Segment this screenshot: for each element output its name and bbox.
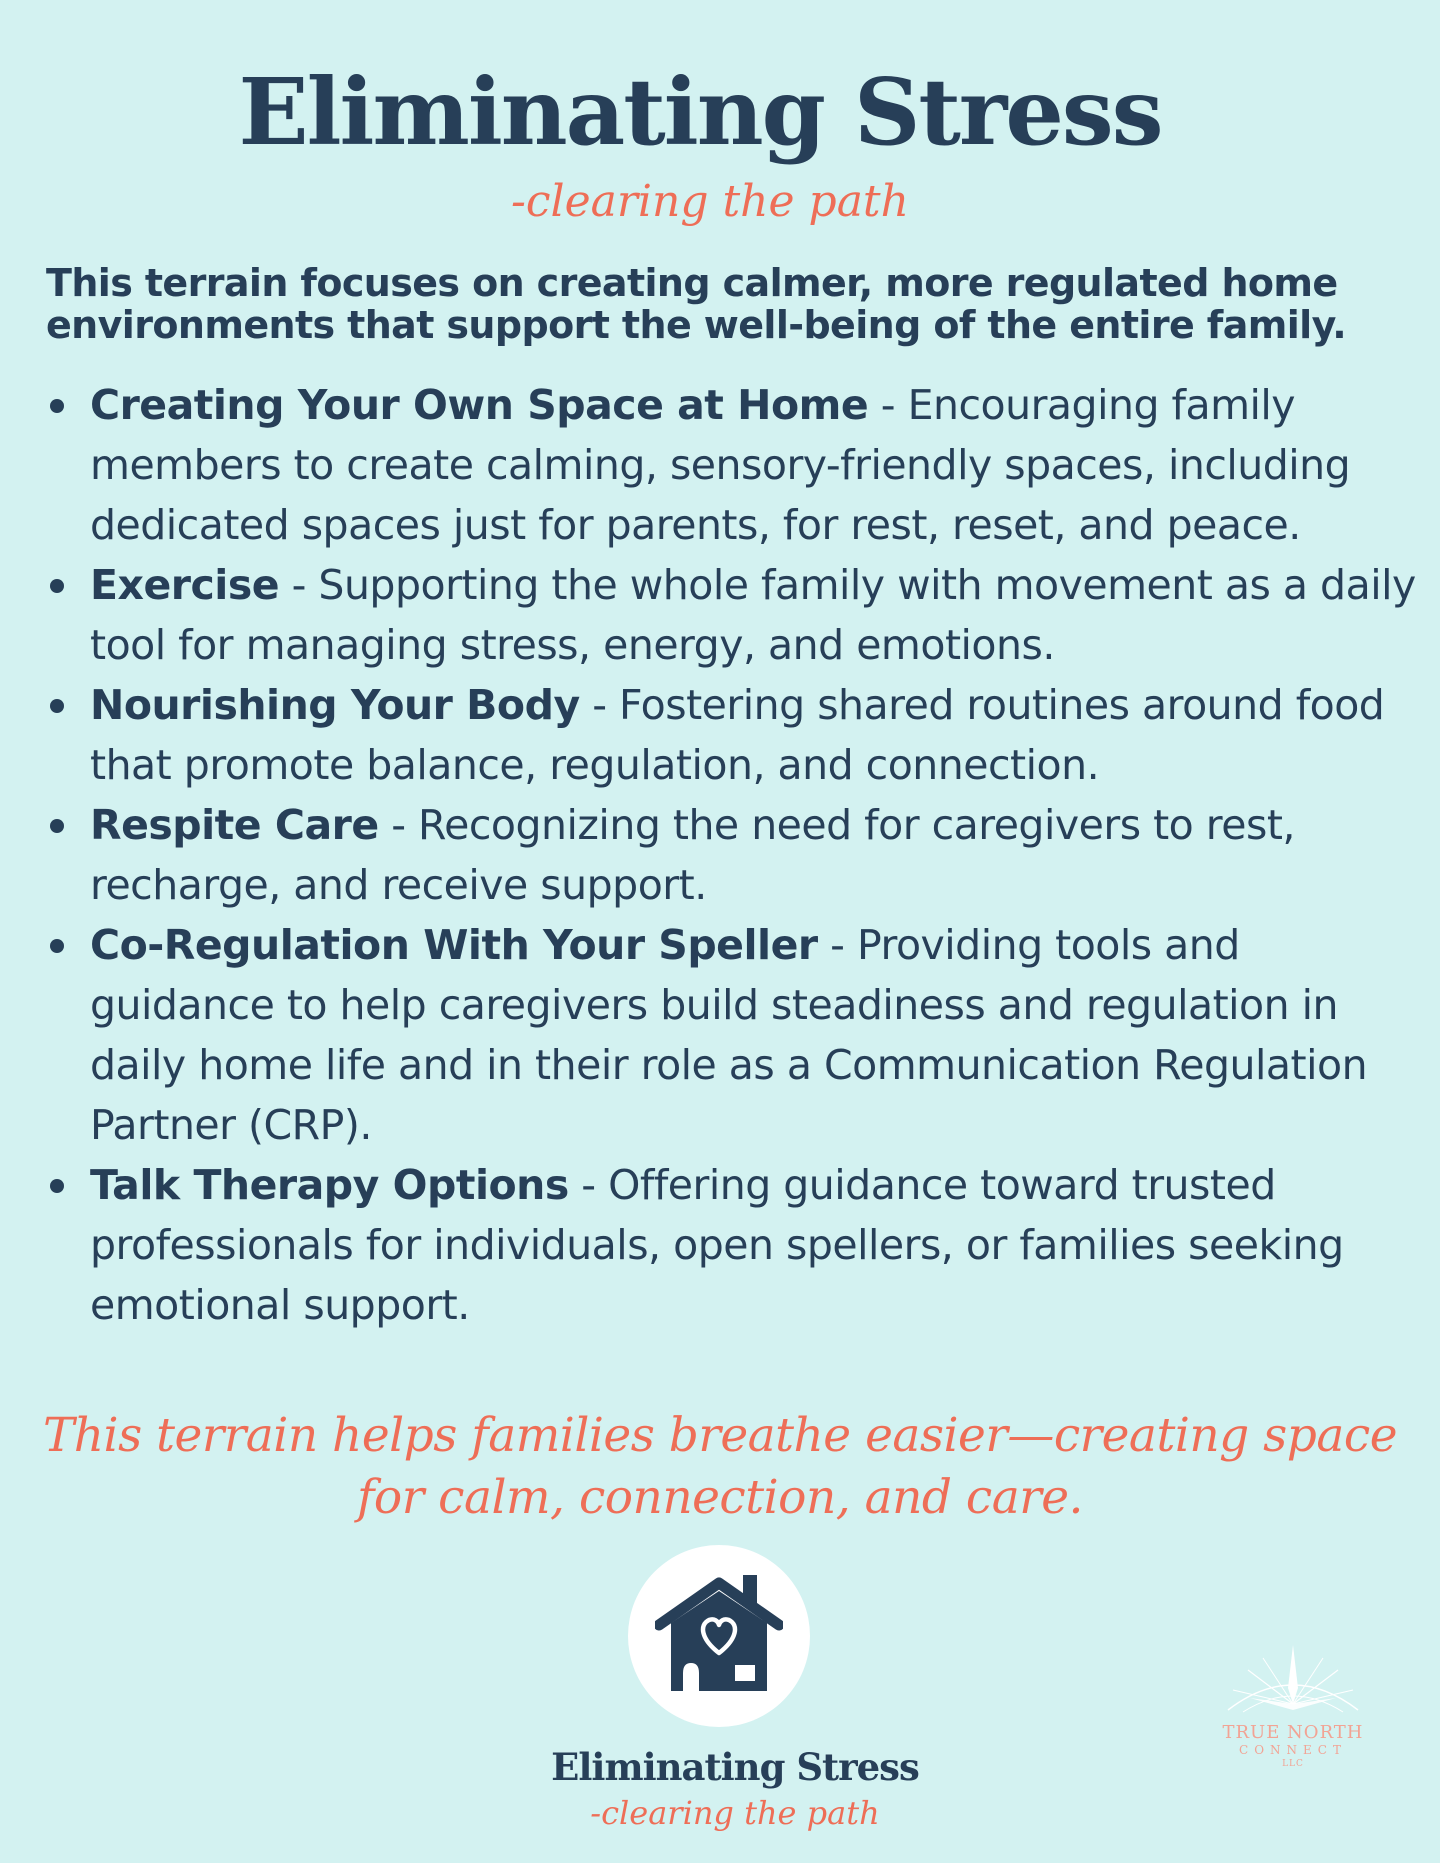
bullet-title: Co-Regulation With Your Speller	[90, 921, 818, 969]
bullet-text: - Offering guidance toward trusted professionals for individuals, open spellers, or families seeking emotional support.	[90, 1161, 1344, 1329]
footer-subtitle: -clearing the path	[590, 1794, 880, 1832]
footer-title: Eliminating Stress	[551, 1745, 919, 1789]
brand-line-3: LLC	[1282, 1759, 1304, 1769]
compass-star-icon	[1228, 1645, 1358, 1712]
brand-line-1: TRUE NORTH	[1222, 1722, 1364, 1743]
bullet-dot	[50, 819, 64, 833]
bullet-text: - Supporting the whole family with movement as a daily tool for managing stress, energy, and emotions.	[90, 561, 1416, 669]
page-title: Eliminating Stress	[238, 58, 1162, 166]
bullet-title: Respite Care	[90, 801, 379, 849]
true-north-connect-logo	[1208, 1640, 1378, 1770]
bullet-dot	[50, 699, 64, 713]
bullet-title: Creating Your Own Space at Home	[90, 381, 869, 429]
list-item	[46, 915, 1416, 1155]
bullet-list	[46, 375, 1416, 1335]
list-item	[46, 675, 1416, 795]
page-subtitle: -clearing the path	[511, 176, 909, 227]
house-logo-badge	[628, 1545, 810, 1727]
bullet-dot	[50, 1179, 64, 1193]
bullet-title: Talk Therapy Options	[90, 1161, 569, 1209]
bullet-dot	[50, 939, 64, 953]
house-heart-icon	[655, 1575, 783, 1697]
bullet-dot	[50, 579, 64, 593]
brand-line-2: CONNECT	[1239, 1743, 1347, 1757]
bullet-title: Nourishing Your Body	[90, 681, 580, 729]
bullet-text: - Fostering shared routines around food that promote balance, regulation, and connection.	[90, 681, 1385, 789]
bullet-text: - Recognizing the need for caregivers to rest, recharge, and receive support.	[90, 801, 1295, 909]
bullet-text: - Providing tools and guidance to help caregivers build steadiness and regulation in daily home life and in their role as a Communication Regulation Partner (CRP).	[90, 921, 1368, 1149]
bullet-title: Exercise	[90, 561, 280, 609]
list-item	[46, 795, 1416, 915]
list-item	[46, 555, 1416, 675]
list-item	[46, 375, 1416, 555]
intro-paragraph: This terrain focuses on creating calmer, more regulated home environments that support the well-being of the entire family.	[46, 261, 1347, 347]
closing-statement: This terrain helps families breathe easier—creating space for calm, connection, and care.	[42, 1408, 1398, 1525]
bullet-dot	[50, 399, 64, 413]
bullet-text: - Encouraging family members to create calming, sensory-friendly spaces, including dedicated spaces just for parents, for rest, reset, and peace.	[90, 381, 1351, 549]
list-item	[46, 1155, 1416, 1335]
